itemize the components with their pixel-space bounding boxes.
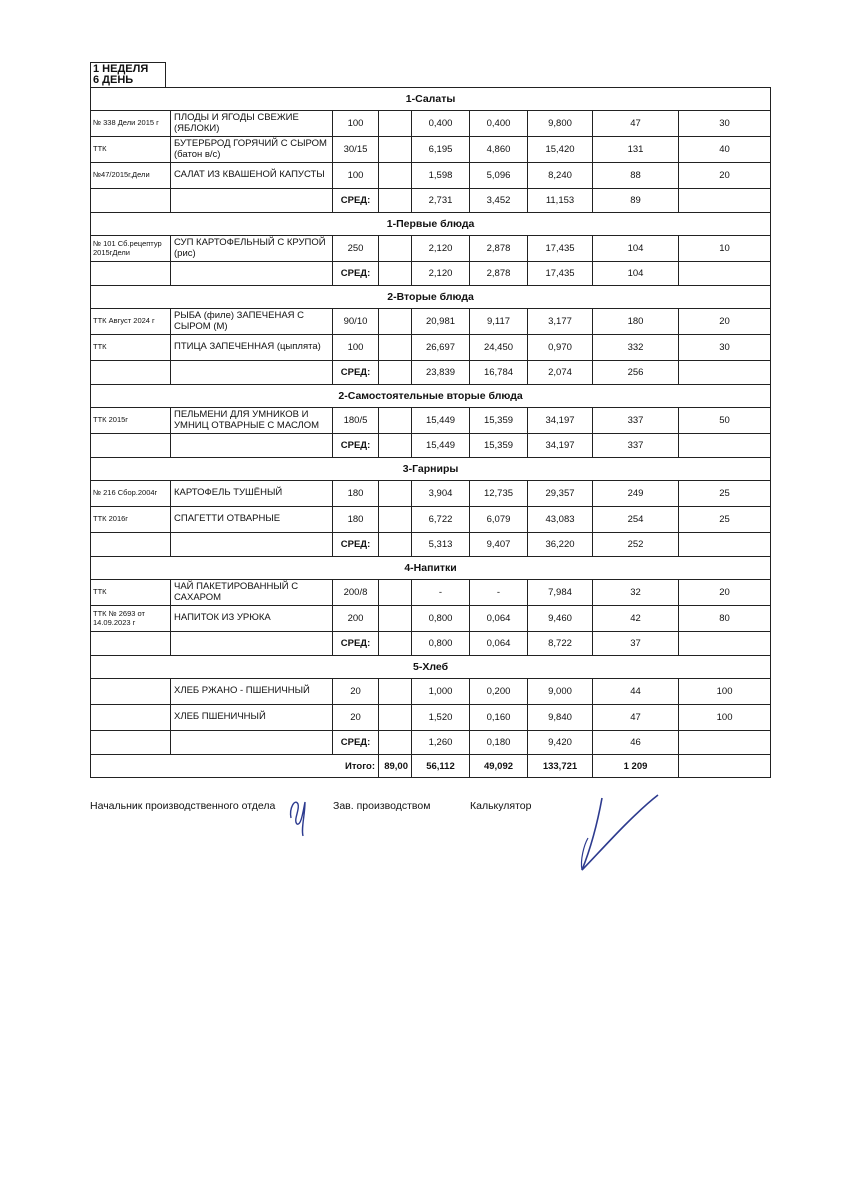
protein-value: 0,800 [412,606,470,632]
recipe-code: №47/2015г,Дели [91,163,171,189]
average-row [91,731,771,755]
price-cell [379,408,412,434]
calories-value: 32 [593,580,679,606]
avg-fat: 15,359 [470,434,528,458]
avg-carbs: 11,153 [528,189,593,213]
portion-weight: 180/5 [333,408,379,434]
price-cell [379,335,412,361]
average-row [91,434,771,458]
extra-value: 80 [679,606,771,632]
avg-protein: 5,313 [412,533,470,557]
price-cell [379,705,412,731]
avg-carbs: 36,220 [528,533,593,557]
total-protein: 56,112 [412,755,470,778]
average-row [91,262,771,286]
section-header [91,286,771,309]
avg-calories: 104 [593,262,679,286]
dish-name: ПЛОДЫ И ЯГОДЫ СВЕЖИЕ (ЯБЛОКИ) [171,111,333,137]
protein-value: - [412,580,470,606]
extra-value: 100 [679,705,771,731]
portion-weight: 20 [333,679,379,705]
protein-value: 6,722 [412,507,470,533]
average-label: СРЕД: [333,189,379,213]
total-label: Итого: [91,755,379,778]
dish-row [91,309,771,335]
extra-value: 20 [679,580,771,606]
dish-row [91,679,771,705]
dish-name: ХЛЕБ РЖАНО - ПШЕНИЧНЫЙ [171,679,333,705]
price-cell [379,309,412,335]
dish-name: ЧАЙ ПАКЕТИРОВАННЫЙ С САХАРОМ [171,580,333,606]
section-title: 5-Хлеб [91,656,771,679]
empty-cell [171,632,333,656]
carbs-value: 9,800 [528,111,593,137]
avg-fat: 0,180 [470,731,528,755]
calories-value: 44 [593,679,679,705]
dish-name: НАПИТОК ИЗ УРЮКА [171,606,333,632]
price-cell [379,679,412,705]
fat-value: 4,860 [470,137,528,163]
fat-value: 0,160 [470,705,528,731]
empty-cell [171,434,333,458]
dish-row [91,507,771,533]
avg-calories: 337 [593,434,679,458]
price-cell [379,111,412,137]
dish-name: СПАГЕТТИ ОТВАРНЫЕ [171,507,333,533]
empty-cell [171,361,333,385]
portion-weight: 180 [333,481,379,507]
extra-value: 20 [679,163,771,189]
fat-value: 9,117 [470,309,528,335]
calories-value: 337 [593,408,679,434]
recipe-code: № 216 Сбор.2004г [91,481,171,507]
section-header [91,557,771,580]
extra-value: 100 [679,679,771,705]
empty-cell [91,731,171,755]
recipe-code: № 101 Сб.рецептур 2015гДели [91,236,171,262]
empty-cell [679,632,771,656]
calories-value: 88 [593,163,679,189]
handwritten-signature-1 [283,790,313,840]
average-label: СРЕД: [333,434,379,458]
dish-row [91,335,771,361]
dish-name: ХЛЕБ ПШЕНИЧНЫЙ [171,705,333,731]
carbs-value: 43,083 [528,507,593,533]
fat-value: 0,400 [470,111,528,137]
avg-calories: 37 [593,632,679,656]
extra-value: 10 [679,236,771,262]
portion-weight: 100 [333,163,379,189]
protein-value: 2,120 [412,236,470,262]
price-cell [379,163,412,189]
total-carbs: 133,721 [528,755,593,778]
protein-value: 1,000 [412,679,470,705]
price-cell [379,580,412,606]
empty-cell [379,262,412,286]
empty-cell [679,533,771,557]
day-header [90,62,166,87]
dish-row [91,481,771,507]
average-label: СРЕД: [333,731,379,755]
carbs-value: 17,435 [528,236,593,262]
extra-value: 50 [679,408,771,434]
total-row [91,755,771,778]
protein-value: 26,697 [412,335,470,361]
calories-value: 104 [593,236,679,262]
dish-name: САЛАТ ИЗ КВАШЕНОЙ КАПУСТЫ [171,163,333,189]
extra-value: 30 [679,335,771,361]
section-title: 1-Первые блюда [91,213,771,236]
portion-weight: 30/15 [333,137,379,163]
calories-value: 180 [593,309,679,335]
average-label: СРЕД: [333,533,379,557]
average-label: СРЕД: [333,262,379,286]
avg-carbs: 8,722 [528,632,593,656]
signature-calculator-label: Калькулятор [470,800,532,812]
dish-row [91,111,771,137]
avg-fat: 2,878 [470,262,528,286]
dish-row [91,705,771,731]
fat-value: 15,359 [470,408,528,434]
recipe-code: ТТК 2015г [91,408,171,434]
fat-value: 0,064 [470,606,528,632]
carbs-value: 34,197 [528,408,593,434]
dish-row [91,408,771,434]
portion-weight: 90/10 [333,309,379,335]
extra-value: 25 [679,481,771,507]
empty-cell [91,361,171,385]
carbs-value: 9,840 [528,705,593,731]
avg-fat: 3,452 [470,189,528,213]
empty-cell [379,361,412,385]
section-title: 3-Гарниры [91,458,771,481]
dish-name: БУТЕРБРОД ГОРЯЧИЙ С СЫРОМ (батон в/с) [171,137,333,163]
avg-fat: 9,407 [470,533,528,557]
protein-value: 15,449 [412,408,470,434]
total-fat: 49,092 [470,755,528,778]
protein-value: 6,195 [412,137,470,163]
fat-value: 12,735 [470,481,528,507]
empty-cell [171,262,333,286]
avg-protein: 1,260 [412,731,470,755]
protein-value: 0,400 [412,111,470,137]
calories-value: 131 [593,137,679,163]
fat-value: 5,096 [470,163,528,189]
section-header [91,88,771,111]
dish-row [91,606,771,632]
calories-value: 254 [593,507,679,533]
avg-calories: 256 [593,361,679,385]
price-cell [379,481,412,507]
average-row [91,361,771,385]
extra-value: 40 [679,137,771,163]
dish-row [91,580,771,606]
empty-cell [679,434,771,458]
dish-name: КАРТОФЕЛЬ ТУШЁНЫЙ [171,481,333,507]
empty-cell [379,731,412,755]
carbs-value: 3,177 [528,309,593,335]
handwritten-signature-2 [570,790,670,885]
portion-weight: 200 [333,606,379,632]
portion-weight: 250 [333,236,379,262]
recipe-code: ТТК [91,335,171,361]
empty-cell [171,731,333,755]
empty-cell [679,755,771,778]
empty-cell [379,189,412,213]
fat-value: 24,450 [470,335,528,361]
section-title: 4-Напитки [91,557,771,580]
empty-cell [379,632,412,656]
calories-value: 47 [593,705,679,731]
extra-value: 25 [679,507,771,533]
total-price: 89,00 [379,755,412,778]
portion-weight: 100 [333,111,379,137]
dish-name: СУП КАРТОФЕЛЬНЫЙ С КРУПОЙ (рис) [171,236,333,262]
portion-weight: 180 [333,507,379,533]
dish-name: ПЕЛЬМЕНИ ДЛЯ УМНИКОВ И УМНИЦ ОТВАРНЫЕ С МАСЛОМ [171,408,333,434]
average-row [91,189,771,213]
empty-cell [379,533,412,557]
price-cell [379,606,412,632]
extra-value: 20 [679,309,771,335]
total-calories: 1 209 [593,755,679,778]
carbs-value: 15,420 [528,137,593,163]
dish-name: РЫБА (филе) ЗАПЕЧЕНАЯ С СЫРОМ (М) [171,309,333,335]
avg-carbs: 17,435 [528,262,593,286]
section-header [91,385,771,408]
fat-value: 0,200 [470,679,528,705]
calories-value: 47 [593,111,679,137]
avg-protein: 23,839 [412,361,470,385]
avg-protein: 2,731 [412,189,470,213]
recipe-code [91,705,171,731]
day-label: 6 ДЕНЬ [93,74,134,86]
carbs-value: 7,984 [528,580,593,606]
calories-value: 332 [593,335,679,361]
protein-value: 3,904 [412,481,470,507]
recipe-code: ТТК [91,137,171,163]
price-cell [379,137,412,163]
average-label: СРЕД: [333,632,379,656]
dish-row [91,236,771,262]
avg-calories: 252 [593,533,679,557]
recipe-code: ТТК Август 2024 г [91,309,171,335]
avg-fat: 16,784 [470,361,528,385]
protein-value: 20,981 [412,309,470,335]
menu-sheet [90,62,770,778]
empty-cell [91,632,171,656]
empty-cell [679,361,771,385]
empty-cell [91,189,171,213]
week-label: 1 НЕДЕЛЯ [93,63,149,75]
avg-fat: 0,064 [470,632,528,656]
empty-cell [679,189,771,213]
avg-calories: 46 [593,731,679,755]
portion-weight: 20 [333,705,379,731]
portion-weight: 100 [333,335,379,361]
calories-value: 42 [593,606,679,632]
section-header [91,656,771,679]
portion-weight: 200/8 [333,580,379,606]
avg-carbs: 2,074 [528,361,593,385]
dish-row [91,137,771,163]
average-label: СРЕД: [333,361,379,385]
empty-cell [679,731,771,755]
menu-table [90,87,771,778]
section-header [91,213,771,236]
signature-head-label: Начальник производственного отдела [90,800,276,812]
avg-protein: 0,800 [412,632,470,656]
carbs-value: 9,460 [528,606,593,632]
avg-protein: 15,449 [412,434,470,458]
price-cell [379,236,412,262]
empty-cell [379,434,412,458]
fat-value: 6,079 [470,507,528,533]
protein-value: 1,598 [412,163,470,189]
signature-manager-label: Зав. производством [333,800,431,812]
carbs-value: 0,970 [528,335,593,361]
fat-value: 2,878 [470,236,528,262]
section-title: 2-Вторые блюда [91,286,771,309]
carbs-value: 9,000 [528,679,593,705]
carbs-value: 29,357 [528,481,593,507]
fat-value: - [470,580,528,606]
dish-name: ПТИЦА ЗАПЕЧЕННАЯ (цыплята) [171,335,333,361]
avg-protein: 2,120 [412,262,470,286]
recipe-code: ТТК 2016г [91,507,171,533]
empty-cell [171,533,333,557]
recipe-code: ТТК [91,580,171,606]
section-header [91,458,771,481]
price-cell [379,507,412,533]
protein-value: 1,520 [412,705,470,731]
average-row [91,632,771,656]
empty-cell [679,262,771,286]
extra-value: 30 [679,111,771,137]
average-row [91,533,771,557]
section-title: 1-Салаты [91,88,771,111]
calories-value: 249 [593,481,679,507]
empty-cell [91,262,171,286]
avg-calories: 89 [593,189,679,213]
empty-cell [91,533,171,557]
recipe-code: № 338 Дели 2015 г [91,111,171,137]
dish-row [91,163,771,189]
section-title: 2-Самостоятельные вторые блюда [91,385,771,408]
avg-carbs: 34,197 [528,434,593,458]
empty-cell [171,189,333,213]
avg-carbs: 9,420 [528,731,593,755]
recipe-code: ТТК № 2693 от 14.09.2023 г [91,606,171,632]
recipe-code [91,679,171,705]
carbs-value: 8,240 [528,163,593,189]
empty-cell [91,434,171,458]
